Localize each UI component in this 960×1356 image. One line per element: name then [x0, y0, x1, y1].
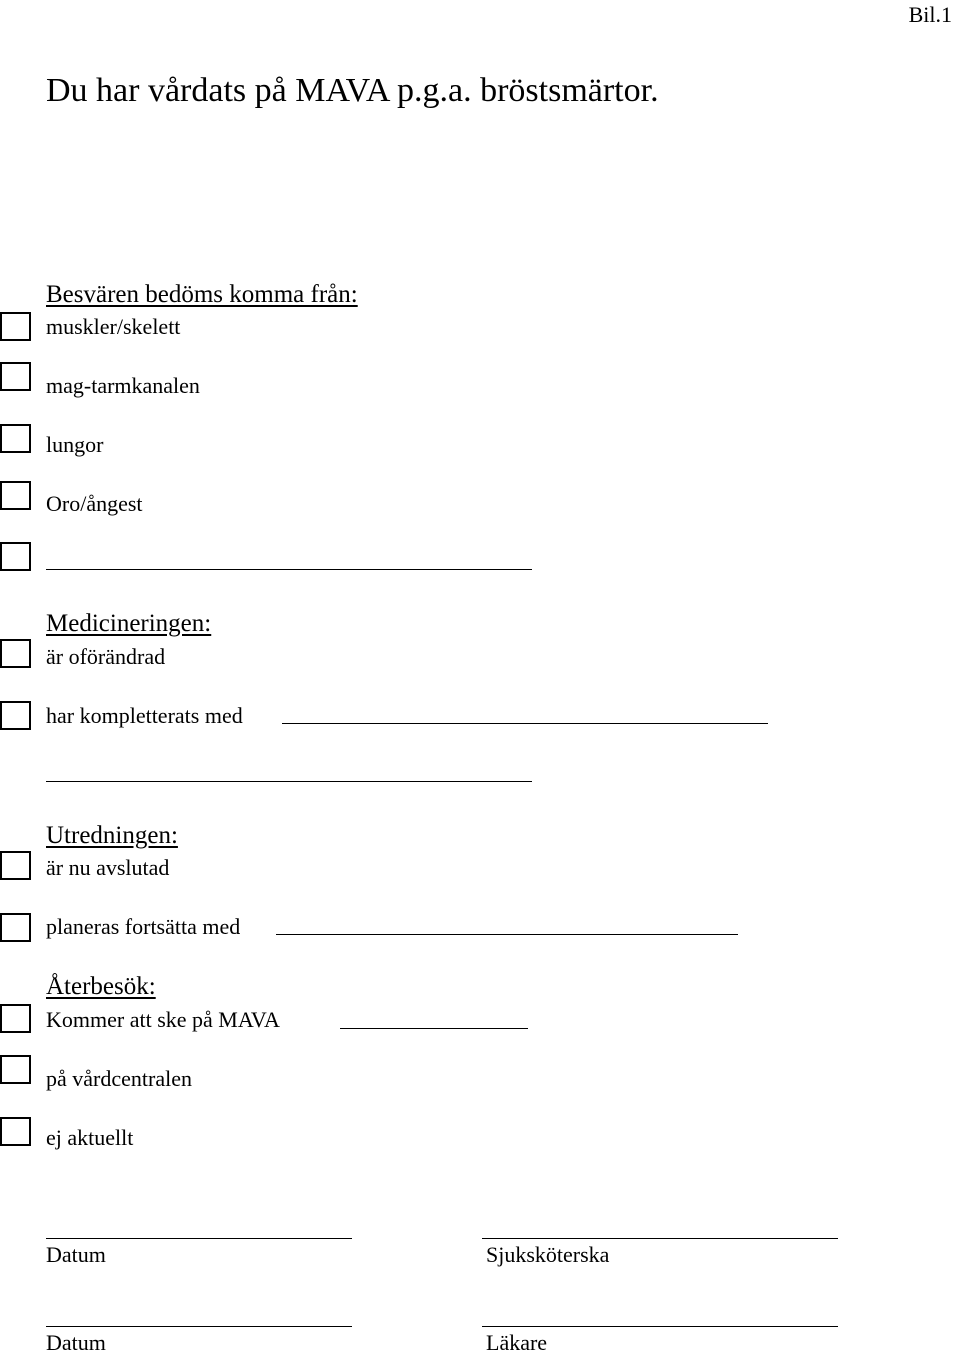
checkbox-oforandrad[interactable] [0, 639, 31, 668]
nurse-label: Sjuksköterska [486, 1242, 610, 1267]
checkbox-muskler-skelett[interactable] [0, 312, 31, 341]
option-vardcentralen: på vårdcentralen [46, 1066, 192, 1091]
kompletterats-line[interactable] [282, 723, 768, 724]
option-mava: Kommer att ske på MAVA [46, 1007, 280, 1032]
checkbox-ej-aktuellt[interactable] [0, 1117, 31, 1146]
followup-heading: Återbesök: [46, 973, 156, 1000]
mava-date-line[interactable] [340, 1028, 528, 1029]
planeras-line[interactable] [276, 934, 738, 935]
date-label-2: Datum [46, 1330, 106, 1355]
kompletterats-line-2[interactable] [46, 781, 532, 782]
cause-heading: Besvären bedöms komma från: [46, 281, 358, 308]
medication-heading: Medicineringen: [46, 610, 212, 637]
attachment-label: Bil.1 [908, 2, 952, 27]
nurse-signature-line[interactable] [482, 1238, 838, 1239]
page-title: Du har vårdats på MAVA p.g.a. bröstsmärtor. [46, 72, 659, 109]
option-kompletterats: har kompletterats med [46, 703, 243, 728]
checkbox-vardcentralen[interactable] [0, 1055, 31, 1084]
checkbox-other-cause[interactable] [0, 542, 31, 571]
doctor-signature-line[interactable] [482, 1326, 838, 1327]
date-line-2[interactable] [46, 1326, 352, 1327]
checkbox-lungor[interactable] [0, 424, 31, 453]
investigation-heading: Utredningen: [46, 822, 178, 849]
checkbox-oro-angest[interactable] [0, 481, 31, 510]
checkbox-mava[interactable] [0, 1004, 31, 1033]
option-mag-tarmkanalen: mag-tarmkanalen [46, 373, 200, 398]
checkbox-avslutad[interactable] [0, 851, 31, 880]
option-planeras: planeras fortsätta med [46, 914, 241, 939]
option-ej-aktuellt: ej aktuellt [46, 1125, 134, 1150]
option-avslutad: är nu avslutad [46, 855, 170, 880]
option-oforandrad: är oförändrad [46, 644, 166, 669]
option-lungor: lungor [46, 432, 104, 457]
date-line-1[interactable] [46, 1238, 352, 1239]
other-cause-line[interactable] [46, 569, 532, 570]
checkbox-kompletterats[interactable] [0, 701, 31, 730]
option-oro-angest: Oro/ångest [46, 491, 143, 516]
doctor-label: Läkare [486, 1330, 548, 1355]
checkbox-mag-tarmkanalen[interactable] [0, 362, 31, 391]
checkbox-planeras[interactable] [0, 913, 31, 942]
option-muskler-skelett: muskler/skelett [46, 314, 181, 339]
date-label-1: Datum [46, 1242, 106, 1267]
